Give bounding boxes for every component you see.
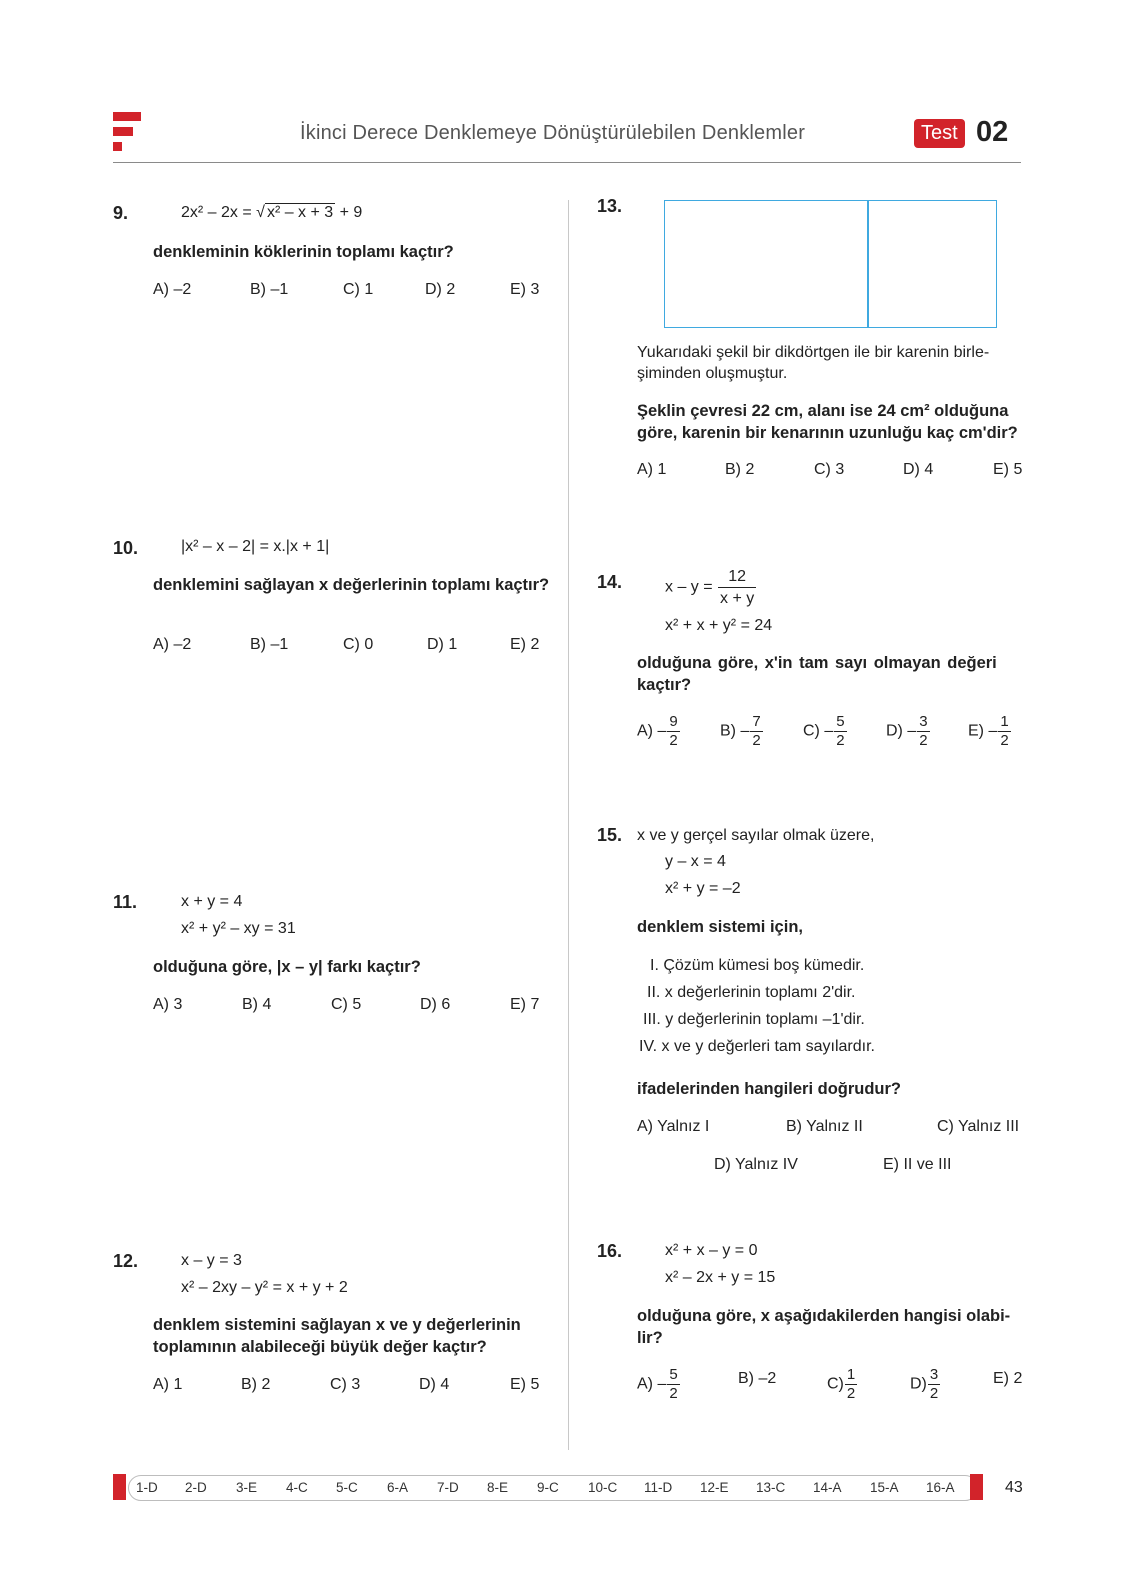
equation-2: x² – 2x + y = 15 [665,1269,776,1286]
numerator: 9 [669,713,678,730]
option-b[interactable]: B) 4 [242,996,272,1013]
question-number: 11. [113,892,138,912]
page-number: 43 [1005,1479,1023,1496]
numerator: 1 [846,1366,856,1383]
option-d[interactable]: D) 1 [427,636,458,653]
answer-key-item: 4-C [286,1480,308,1495]
option-d[interactable]: D) 2 [425,281,456,298]
option-e[interactable]: E) 5 [993,461,1023,478]
option-a[interactable]: A) 1 [153,1376,183,1393]
option-a[interactable]: A) –2 [153,281,192,298]
publisher-logo [113,112,141,152]
question-text-line-1: olduğuna göre, x aşağıdakilerden hangisi olabi- [637,1307,1011,1325]
option-d[interactable] [886,713,931,750]
question-number: 13. [597,196,623,216]
denominator: x + y [720,590,755,607]
test-badge: Test [914,119,965,148]
equation-1: x + y = 4 [181,893,243,910]
answer-key-item: 9-C [537,1480,559,1495]
numerator: 1 [1000,713,1009,730]
fraction [667,713,679,750]
statement-4: IV. x ve y değerleri tam sayılardır. [639,1038,875,1055]
option-c[interactable] [803,713,848,750]
fraction [845,1366,857,1403]
equation-1: x – y = 3 [181,1252,242,1269]
option-d[interactable]: D) Yalnız IV [714,1156,798,1173]
page-title: İkinci Derece Denklemeye Dönüştürülebilen Denklemler [300,122,806,144]
option-label: D) – [886,722,917,740]
equation-left: x – y = [665,578,713,596]
option-e[interactable]: E) 3 [510,281,540,298]
fraction [750,713,762,750]
option-b[interactable]: B) –2 [738,1370,777,1387]
option-c[interactable]: C) 5 [331,996,362,1013]
question-text: ifadelerinden hangileri doğrudur? [637,1080,902,1098]
option-d[interactable] [910,1366,941,1403]
fraction [667,1366,679,1403]
numerator: 12 [718,566,756,588]
denominator: 2 [929,1385,939,1402]
option-b[interactable]: B) Yalnız II [786,1118,863,1135]
answer-key-item: 2-D [185,1480,207,1495]
option-label: C) [827,1375,844,1393]
denominator: 2 [919,732,928,749]
equation: |x² – x – 2| = x.|x + 1| [181,538,330,555]
equation-1: x² + x – y = 0 [665,1242,758,1259]
question-text: denklemini sağlayan x değerlerinin toplamı kaçtır? [153,576,550,594]
question-text-line-1: denklem sistemini sağlayan x ve y değerlerinin [153,1316,521,1334]
radical-sign: √ [256,204,265,221]
question-text-line-2: toplamının alabileceği büyük değer kaçtır? [153,1338,487,1356]
question-text: denkleminin köklerinin toplamı kaçtır? [153,243,454,261]
question-text-line-1: Şeklin çevresi 22 cm, alanı ise 24 cm² olduğuna [637,402,1009,420]
question-text-line-2: kaçtır? [637,676,692,694]
statement-1: I. Çözüm kümesi boş kümedir. [650,957,865,974]
test-number: 02 [976,116,1009,148]
option-a[interactable] [637,713,681,750]
numerator: 3 [929,1366,939,1383]
rectangle-square-figure [664,200,997,328]
description-line-1: Yukarıdaki şekil bir dikdörtgen ile bir karenin birle- [637,344,990,361]
equation-right: + 9 [339,204,363,221]
equation-2: x² + y² – xy = 31 [181,920,296,937]
denominator: 2 [669,1385,678,1402]
equation-1: y – x = 4 [665,853,726,870]
equation-1 [665,566,757,609]
question-text: olduğuna göre, |x – y| farkı kaçtır? [153,958,421,976]
option-a[interactable]: A) Yalnız I [637,1118,710,1135]
answer-key-item: 11-D [644,1480,673,1495]
equation-2: x² + x + y² = 24 [665,617,773,634]
answer-key-item: 12-E [700,1480,729,1495]
radicand: x² – x + 3 [266,204,334,221]
option-e[interactable]: E) 5 [510,1376,540,1393]
numerator: 5 [836,713,845,730]
option-e[interactable]: E) II ve III [883,1156,952,1173]
answer-key-item: 6-A [387,1480,409,1495]
option-c[interactable]: C) Yalnız III [937,1118,1020,1135]
footer-accent-right [970,1474,983,1500]
denominator: 2 [669,732,678,749]
fraction [917,713,929,750]
option-c[interactable]: C) 3 [330,1376,361,1393]
option-c[interactable]: C) 1 [343,281,374,298]
option-d[interactable]: D) 4 [419,1376,450,1393]
option-e[interactable] [968,713,1012,750]
option-label: C) – [803,722,834,740]
question-number: 12. [113,1251,139,1271]
option-b[interactable]: B) 2 [241,1376,271,1393]
question-text-line-2: göre, karenin bir kenarının uzunluğu kaç cm'dir? [637,424,1018,442]
answer-key-item: 7-D [437,1480,459,1495]
lead-text: denklem sistemi için, [637,918,803,936]
answer-key-item: 1-D [136,1480,158,1495]
answer-key-item: 3-E [236,1480,258,1495]
option-d[interactable]: D) 6 [420,996,451,1013]
option-label: B) – [720,722,750,740]
intro-text: x ve y gerçel sayılar olmak üzere, [637,827,875,844]
column-divider [568,200,569,1450]
option-a[interactable] [637,1366,681,1403]
option-d[interactable]: D) 4 [903,461,934,478]
answer-key-item: 10-C [588,1480,618,1495]
equation-2: x² – 2xy – y² = x + y + 2 [181,1279,348,1296]
figure-divider-line [867,201,869,327]
equation [181,204,362,222]
equation-left: 2x² – 2x = [181,204,252,221]
question-number: 16. [597,1241,623,1261]
fraction [718,566,756,609]
answer-key-item: 16-A [926,1480,955,1495]
option-c[interactable] [827,1366,858,1403]
option-a[interactable]: A) 3 [153,996,183,1013]
question-text-line-1: olduğuna göre, x'in tam sayı olmayan değeri [637,654,997,672]
question-text-line-2: lir? [637,1329,663,1347]
option-e[interactable]: E) 2 [993,1370,1023,1387]
equation-2: x² + y = –2 [665,880,741,897]
answer-key-item: 14-A [813,1480,842,1495]
question-number: 9. [113,203,129,223]
option-label: D) [910,1375,927,1393]
option-e[interactable]: E) 2 [510,636,540,653]
fraction [834,713,846,750]
fraction [998,713,1010,750]
answer-key-item: 15-A [870,1480,899,1495]
denominator: 2 [836,732,845,749]
answer-key-item: 8-E [487,1480,509,1495]
option-b[interactable]: B) –1 [250,281,289,298]
option-b[interactable]: B) 2 [725,461,755,478]
fraction [928,1366,940,1403]
question-number: 15. [597,825,623,845]
option-e[interactable]: E) 7 [510,996,540,1013]
header-divider [113,162,1021,163]
numerator: 7 [752,713,761,730]
option-label: A) – [637,722,667,740]
answer-key-item: 13-C [756,1480,786,1495]
option-a[interactable]: A) 1 [637,461,667,478]
denominator: 2 [752,732,761,749]
numerator: 5 [669,1366,678,1383]
statement-3: III. y değerlerinin toplamı –1'dir. [643,1011,865,1028]
answer-key-item: 5-C [336,1480,358,1495]
option-label: A) – [637,1375,667,1393]
option-a[interactable]: A) –2 [153,636,192,653]
statement-2: II. x değerlerinin toplamı 2'dir. [647,984,856,1001]
option-c[interactable]: C) 0 [343,636,374,653]
option-b[interactable]: B) –1 [250,636,289,653]
footer-accent-left [113,1474,126,1500]
denominator: 2 [1000,732,1009,749]
question-number: 14. [597,572,623,592]
option-b[interactable] [720,713,764,750]
question-number: 10. [113,538,139,558]
numerator: 3 [919,713,928,730]
option-label: E) – [968,722,998,740]
square-root [256,204,335,222]
option-c[interactable]: C) 3 [814,461,845,478]
description-line-2: şiminden oluşmuştur. [637,365,788,382]
denominator: 2 [846,1385,856,1402]
